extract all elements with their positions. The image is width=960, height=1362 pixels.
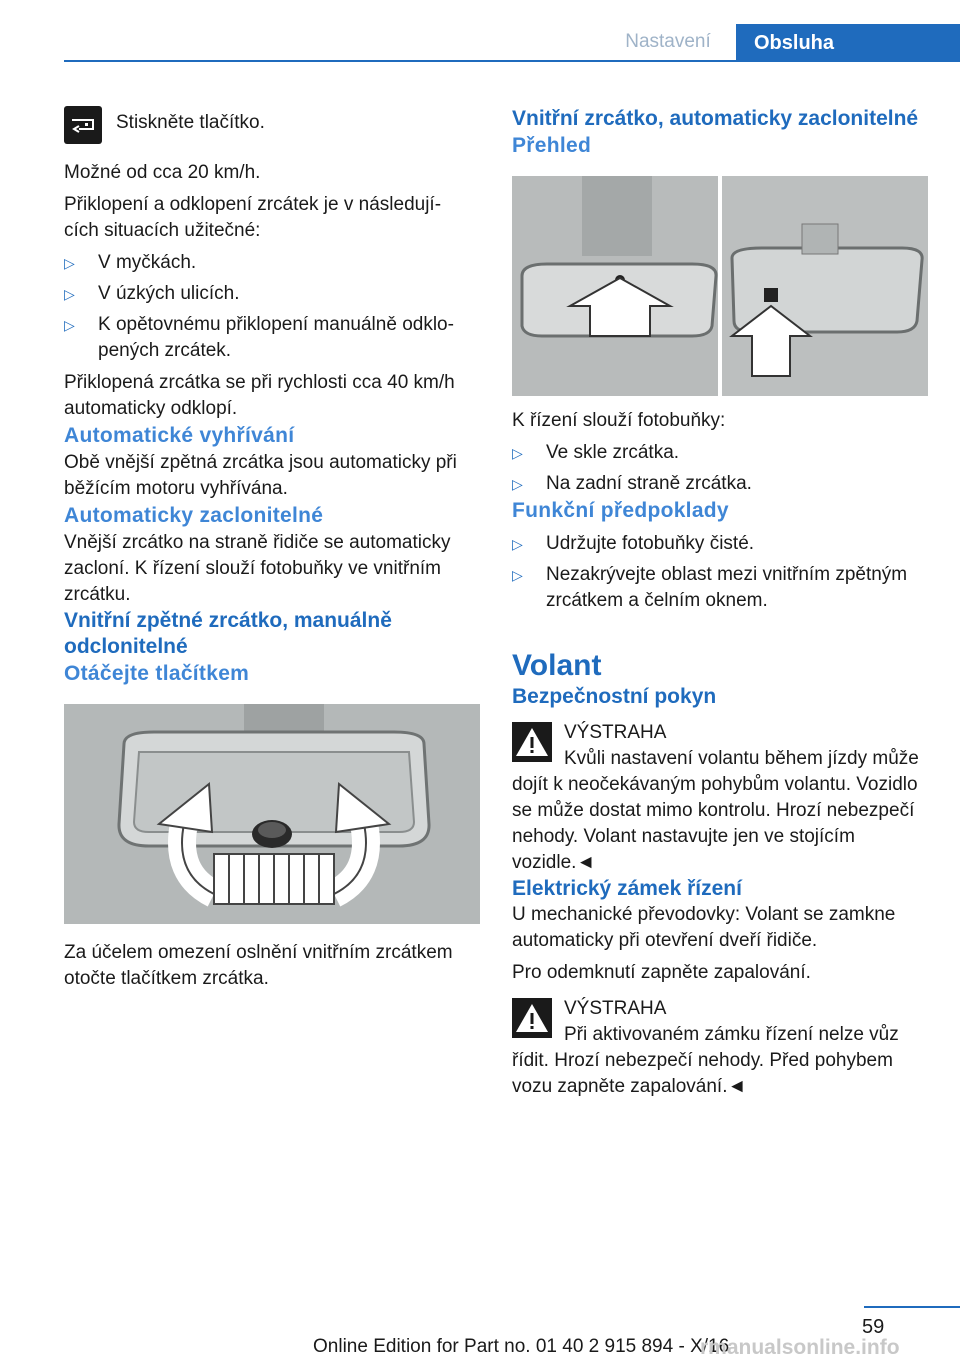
warning-icon [512,998,552,1038]
heating-text: Obě vnější zpětná zrcátka jsou automaticky při běžícím motoru vyhřívána. [64,452,457,499]
left-column [64,100,480,992]
auto-dim-text: Vnější zrcátko na straně řidiče se automaticky zacloní. K řízení slouží fotobuňky ve vnitřním zrcátku. [64,532,451,605]
list-item: ▷ Na zadní straně zrcátka. [512,471,928,497]
warning-block-2 [512,996,928,1100]
auto-unfold-note: Přiklopená zrcátka se při rychlosti cca 40 km/h automaticky odklopí. [64,372,455,419]
heading-inner-auto: Vnitřní zrcátko, automaticky zaclonitelné [512,107,919,130]
list-item: ▷ Ve skle zrcátka. [512,440,928,466]
bullet-icon: ▷ [64,286,75,302]
warning-title: VÝSTRAHA [564,998,667,1019]
warning-title: VÝSTRAHA [564,722,667,743]
warning-text: Při aktivovaném zámku řízení nelze vůz řídit. Hrozí nebezpečí nehody. Před pohybem vozu zapněte zapalování.◄ [512,1024,899,1097]
bullet-icon: ▷ [512,536,523,552]
fold-situations-list [64,250,480,364]
mirror-dial-figure [64,704,480,924]
photocells-list [512,440,928,497]
warning-block-1 [512,720,928,876]
heading-turn-button: Otáčejte tlačítkem [64,662,250,685]
heading-overview: Přehled [512,134,592,157]
auto-mirror-figure [512,176,928,396]
edition-note: Online Edition for Part no. 01 40 2 915 894 - X/16 [313,1336,730,1357]
watermark: rmanualsonline.info [700,1336,900,1359]
heading-inner-manual: Vnitřní zpětné zrcátko, manuálně odclonitelné [64,609,392,658]
unlock-text: Pro odemknutí zapněte zapalování. [512,962,811,983]
heading-safety: Bezpečnostní pokyn [512,685,717,708]
warning-text: Kvůli nastavení volantu během jízdy může dojít k neočekávaným pohybům volantu. Vozidlo se může dostat mimo kontrolu. Hrozí nebezpečí nehody. Volant nastavujte jen ve stojícím vozidle.◄ [512,748,919,873]
heading-prerequisites: Funkční předpoklady [512,499,729,522]
button-caption: Stiskněte tlačítko. [116,112,265,133]
footer-rule [864,1306,960,1308]
button-instruction [64,106,480,144]
bullet-icon: ▷ [512,445,523,461]
photocells-intro: K řízení slouží fotobuňky: [512,410,726,431]
header-tab-nastaveni[interactable]: Nastavení [600,24,736,60]
heading-auto-dim: Automaticky zaclonitelné [64,504,324,527]
bullet-icon: ▷ [64,255,75,271]
list-item: ▷ Udržujte fotobuňky čisté. [512,531,928,557]
warning-icon [512,722,552,762]
turn-caption: Za účelem omezení oslnění vnitřním zrcátkem otočte tlačítkem zrcátka. [64,942,453,989]
bullet-icon: ▷ [64,317,75,333]
heading-heating: Automatické vyhřívání [64,424,295,447]
header-rule [64,60,960,62]
list-item: ▷ K opětovnému přiklopení manuálně odklo‐ pených zrcátek. [64,314,454,361]
mirror-fold-button-icon [64,106,102,144]
list-item: ▷ V úzkých ulicích. [64,281,480,307]
speed-note: Možné od cca 20 km/h. [64,162,261,183]
fold-intro: Přiklopení a odklopení zrcátek je v následují‐ cích situacích užitečné: [64,194,442,241]
heading-steering-lock: Elektrický zámek řízení [512,877,742,900]
right-column [512,100,928,1100]
bullet-icon: ▷ [512,476,523,492]
prerequisites-list [512,531,928,614]
header-tab-obsluha[interactable]: Obsluha [736,24,960,62]
list-item: ▷ Nezakrývejte oblast mezi vnitřním zpětným zrcátkem a čelním oknem. [512,564,908,611]
bullet-icon: ▷ [512,567,523,583]
steering-lock-text: U mechanické převodovky: Volant se zamkne automaticky při otevření dveří řidiče. [512,904,896,951]
heading-volant: Volant [512,649,602,682]
page-number: 59 [862,1316,885,1338]
list-item: ▷ V myčkách. [64,250,480,276]
